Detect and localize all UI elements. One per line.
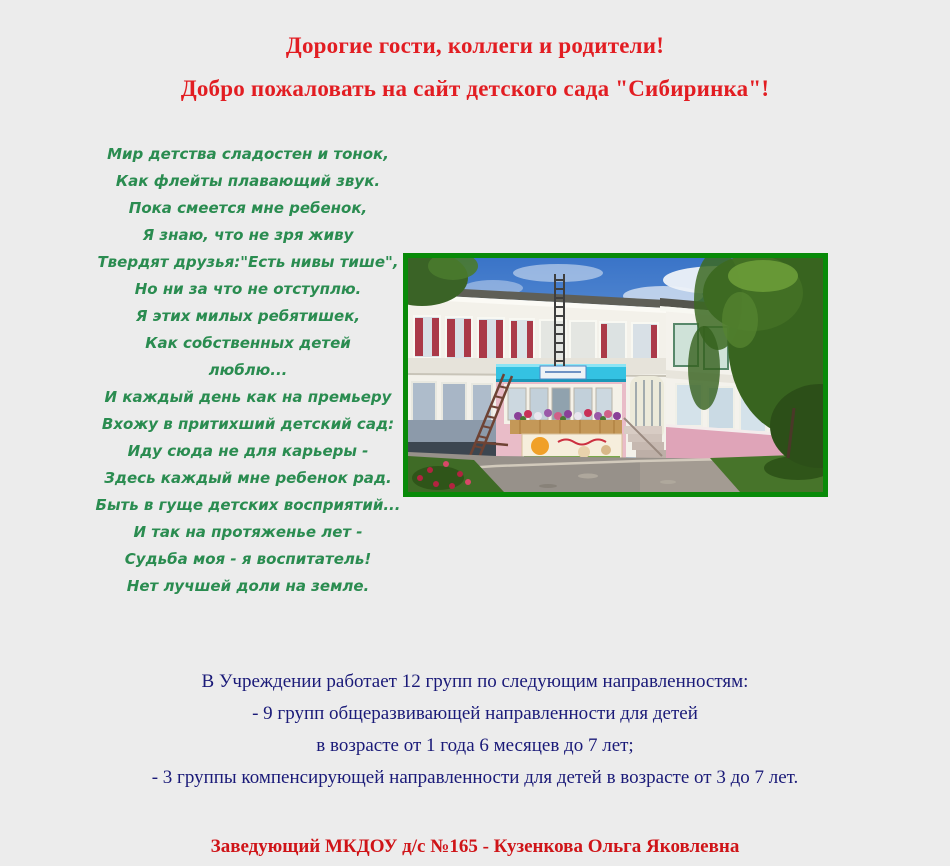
poem-line: Но ни за что не отступлю. xyxy=(134,280,362,298)
poem-line: Мир детства сладостен и тонок, xyxy=(107,145,389,163)
director-line: Заведующий МКДОУ д/с №165 - Кузенкова Ольга Яковлевна xyxy=(210,836,740,857)
poem-line: Вхожу в притихший детский сад: xyxy=(101,415,395,433)
groups-info-paragraph xyxy=(0,666,950,794)
poem-line: Пока смеется мне ребенок, xyxy=(128,199,368,217)
poem-line: Как флейты плавающий звук. xyxy=(115,172,381,190)
poem-line: Иду сюда не для карьеры - xyxy=(127,442,369,460)
poem-line: Я этих милых ребятишек, xyxy=(135,307,361,325)
poem-line: Нет лучшей доли на земле. xyxy=(126,577,370,595)
page-title-line-2: Добро пожаловать на сайт детского сада "Сибиринка"! xyxy=(180,76,770,101)
info-line: - 9 групп общеразвивающей направленности для детей xyxy=(252,703,698,724)
page-title-line-1: Дорогие гости, коллеги и родители! xyxy=(285,33,665,58)
poem-line: Здесь каждый мне ребенок рад. xyxy=(104,469,392,487)
poem-line: Судьба моя - я воспитатель! xyxy=(124,550,372,568)
poem-line: И так на протяженье лет - xyxy=(133,523,363,541)
poem-line: И каждый день как на премьеру xyxy=(104,388,392,406)
info-line: - 3 группы компенсирующей направленности для детей в возрасте от 3 до 7 лет. xyxy=(151,767,799,788)
poem-line: Я знаю, что не зря живу xyxy=(142,226,354,244)
poem-line: люблю... xyxy=(208,361,288,379)
kindergarten-photo xyxy=(403,253,828,497)
poem-line: Твердят друзья:"Есть нивы тише", xyxy=(97,253,399,271)
kindergarten-building-illustration xyxy=(408,258,823,492)
info-line: в возрасте от 1 года 6 месяцев до 7 лет; xyxy=(316,735,634,756)
poem-line: Быть в гуще детских восприятий... xyxy=(95,496,401,514)
info-line: В Учреждении работает 12 групп по следующим направленностям: xyxy=(201,671,749,692)
poem-line: Как собственных детей xyxy=(145,334,351,352)
